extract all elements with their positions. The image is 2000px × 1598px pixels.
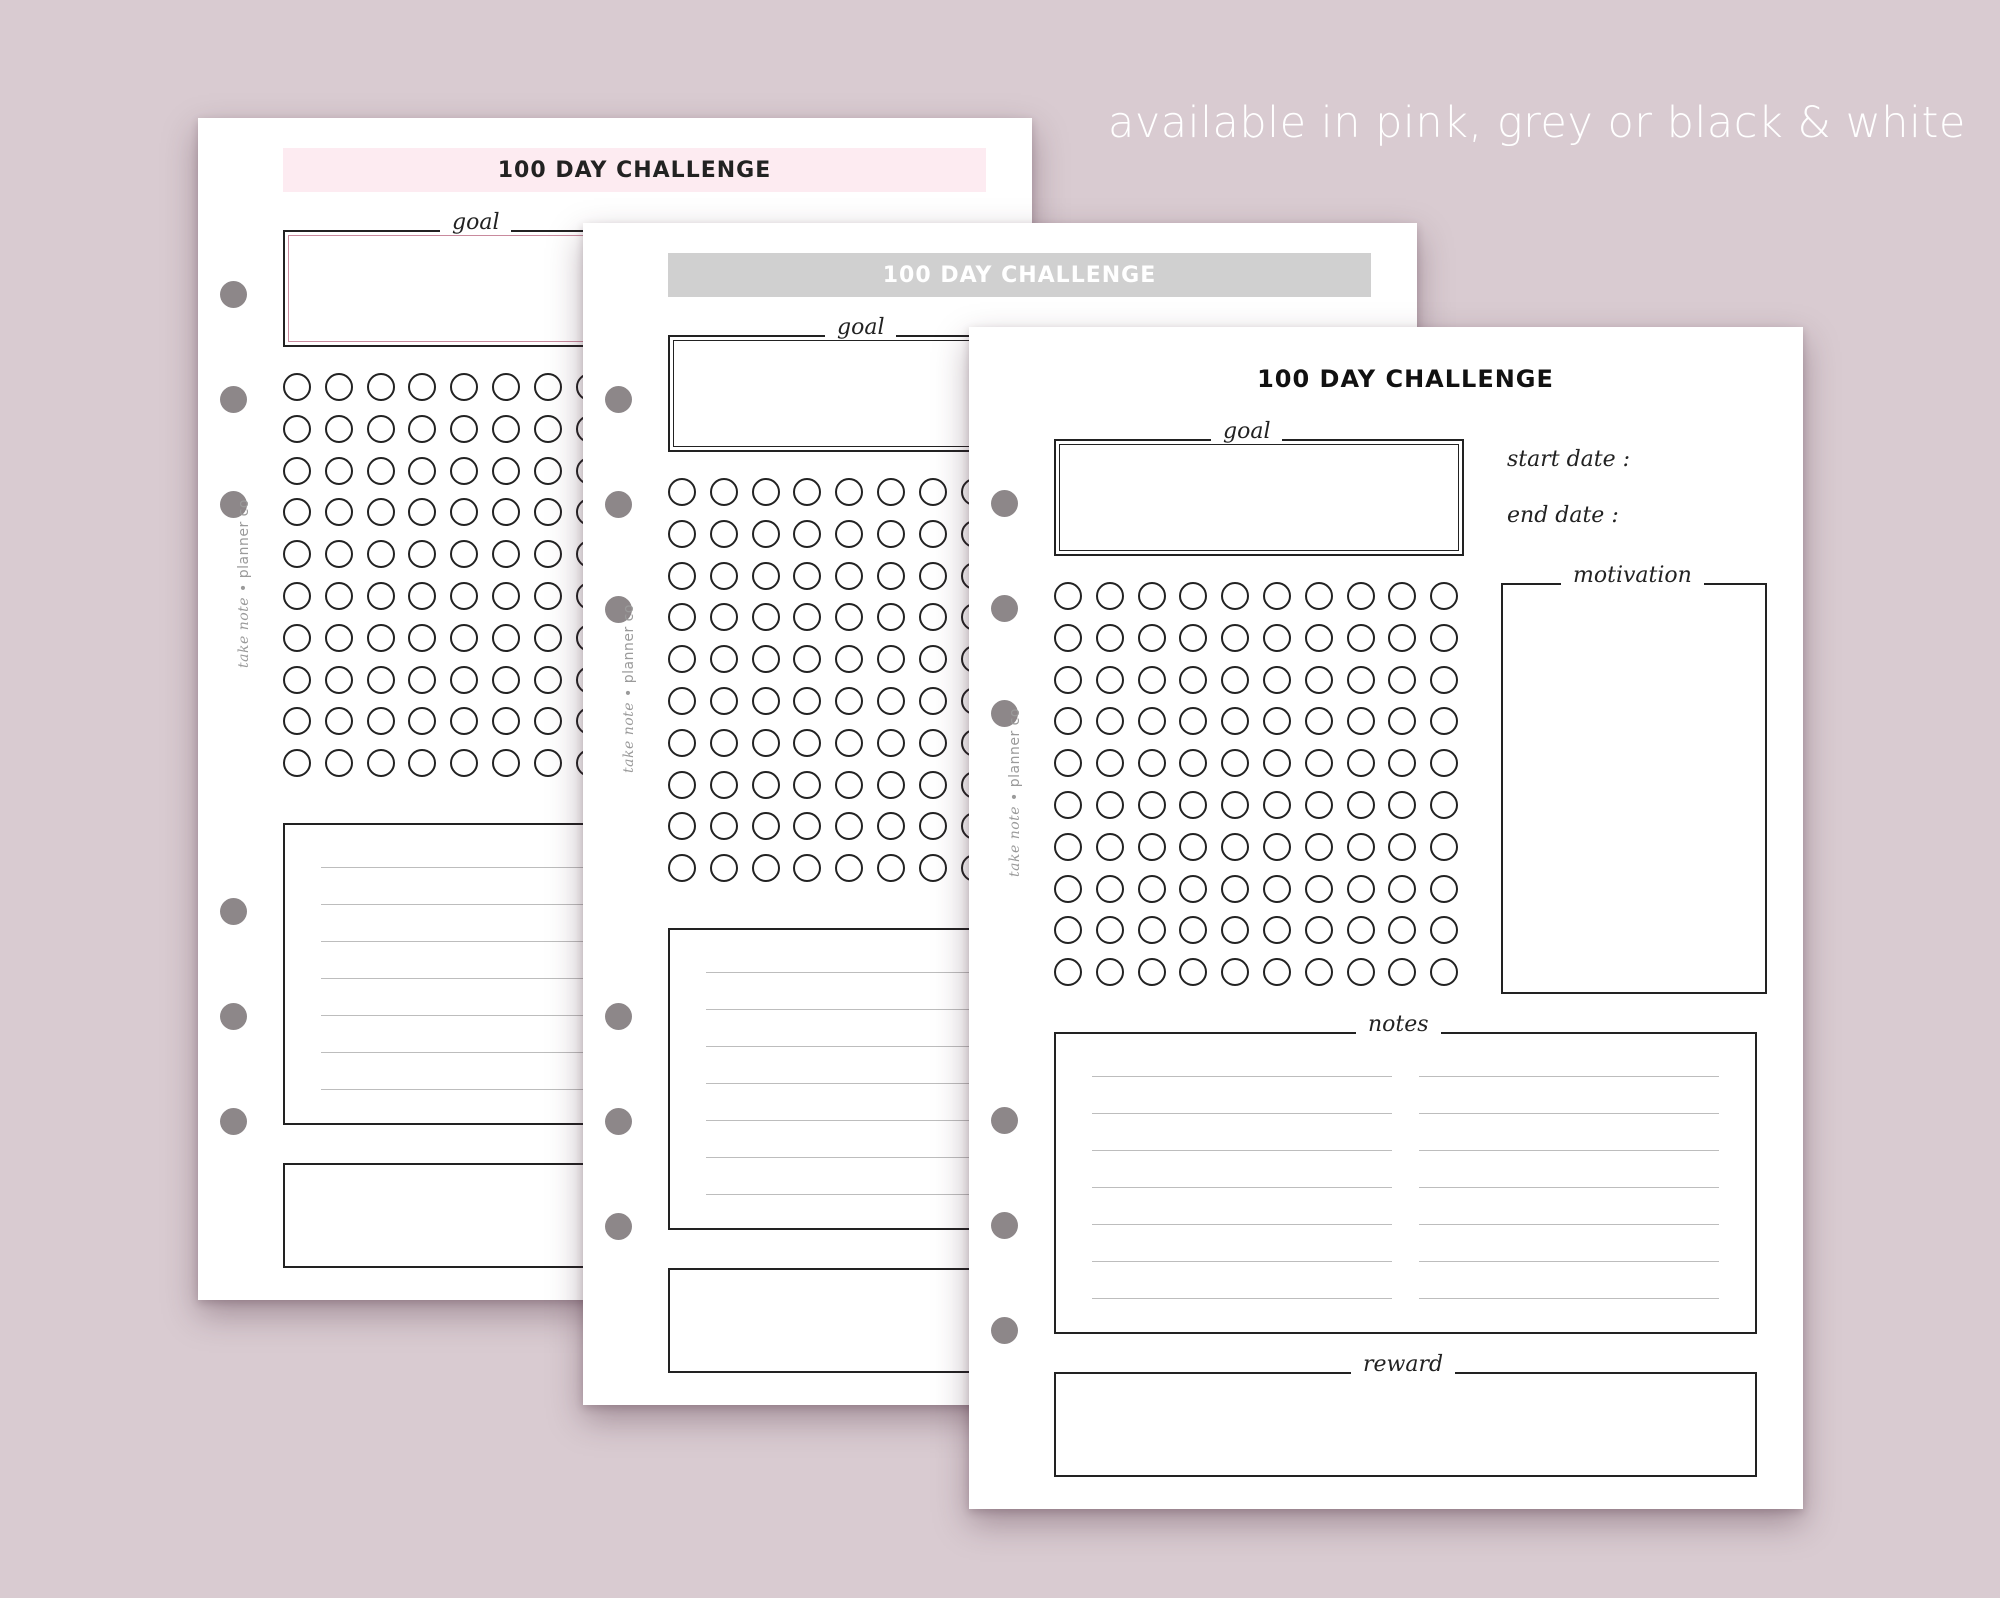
day-circle: [1054, 791, 1082, 819]
day-circle: [450, 498, 478, 526]
day-circle: [668, 854, 696, 882]
day-circle: [1054, 666, 1082, 694]
day-circle: [1096, 875, 1124, 903]
day-circle: [1096, 749, 1124, 777]
day-circle: [1096, 916, 1124, 944]
day-circle: [1054, 582, 1082, 610]
day-circle: [1179, 833, 1207, 861]
day-circle: [1430, 958, 1458, 986]
binder-hole: [605, 386, 632, 413]
day-circle: [450, 749, 478, 777]
day-circle: [877, 687, 905, 715]
binder-hole: [991, 1317, 1018, 1344]
day-circle: [492, 582, 520, 610]
day-circle: [367, 540, 395, 568]
day-circle: [325, 666, 353, 694]
day-circle: [710, 771, 738, 799]
day-circle: [283, 457, 311, 485]
reward-label: reward: [1351, 1352, 1455, 1377]
day-circle: [1305, 749, 1333, 777]
day-circle: [534, 540, 562, 568]
binder-hole: [220, 281, 247, 308]
day-circle: [919, 562, 947, 590]
day-circle: [283, 540, 311, 568]
day-circle: [1179, 875, 1207, 903]
day-circle: [534, 373, 562, 401]
day-circle: [919, 854, 947, 882]
brand-watermark: take note • planner co: [1007, 708, 1023, 877]
day-circle: [1430, 582, 1458, 610]
day-circle: [919, 478, 947, 506]
day-circle: [408, 666, 436, 694]
day-circle: [325, 749, 353, 777]
day-circle: [408, 415, 436, 443]
day-circle: [710, 603, 738, 631]
day-circle: [1138, 749, 1166, 777]
day-circle: [1179, 624, 1207, 652]
day-circle: [1096, 582, 1124, 610]
day-circle: [919, 812, 947, 840]
day-circle: [450, 624, 478, 652]
day-circle: [1388, 791, 1416, 819]
reward-box: [1054, 1352, 1757, 1477]
day-tracker-grid: [1054, 582, 1464, 997]
day-circle: [1263, 666, 1291, 694]
day-circle: [450, 582, 478, 610]
day-circle: [1305, 791, 1333, 819]
day-circle: [283, 373, 311, 401]
day-circle: [408, 707, 436, 735]
day-circle: [835, 478, 863, 506]
day-circle: [919, 645, 947, 673]
day-circle: [668, 603, 696, 631]
day-circle: [1221, 582, 1249, 610]
day-circle: [1263, 833, 1291, 861]
day-circle: [1221, 958, 1249, 986]
binder-hole: [220, 1003, 247, 1030]
day-circle: [1430, 833, 1458, 861]
day-circle: [835, 771, 863, 799]
binder-hole: [991, 1212, 1018, 1239]
day-circle: [835, 603, 863, 631]
day-circle: [1305, 707, 1333, 735]
day-circle: [1347, 791, 1375, 819]
day-circle: [877, 854, 905, 882]
day-circle: [367, 749, 395, 777]
day-circle: [408, 373, 436, 401]
page-title: 100 DAY CHALLENGE: [668, 253, 1371, 297]
brand-watermark: take note • planner co: [236, 499, 252, 668]
day-circle: [752, 687, 780, 715]
day-circle: [1096, 707, 1124, 735]
motivation-label: motivation: [1561, 563, 1704, 588]
day-circle: [1263, 916, 1291, 944]
day-circle: [325, 415, 353, 443]
day-circle: [1263, 958, 1291, 986]
day-circle: [408, 624, 436, 652]
day-circle: [1305, 833, 1333, 861]
day-circle: [1263, 875, 1291, 903]
day-circle: [534, 666, 562, 694]
notes-box: [1054, 1012, 1757, 1334]
day-circle: [1305, 582, 1333, 610]
day-circle: [492, 415, 520, 443]
brand-watermark: take note • planner co: [621, 604, 637, 773]
availability-tagline: available in pink, grey or black & white: [1108, 98, 1966, 148]
binder-hole: [991, 595, 1018, 622]
day-circle: [877, 729, 905, 757]
day-circle: [367, 457, 395, 485]
day-circle: [367, 498, 395, 526]
ruled-line: [1092, 1298, 1392, 1299]
ruled-line: [1092, 1224, 1392, 1225]
ruled-line: [1419, 1076, 1719, 1077]
day-circle: [1347, 624, 1375, 652]
binder-hole: [605, 1108, 632, 1135]
ruled-line: [1419, 1224, 1719, 1225]
day-circle: [1305, 958, 1333, 986]
day-circle: [1388, 666, 1416, 694]
page-title: 100 DAY CHALLENGE: [283, 148, 986, 192]
day-circle: [367, 707, 395, 735]
day-circle: [1388, 875, 1416, 903]
day-circle: [1179, 707, 1207, 735]
day-circle: [1054, 958, 1082, 986]
ruled-line: [1419, 1298, 1719, 1299]
binder-hole: [220, 1108, 247, 1135]
day-circle: [450, 415, 478, 443]
day-circle: [835, 645, 863, 673]
binder-hole: [605, 491, 632, 518]
day-circle: [492, 749, 520, 777]
ruled-line: [1092, 1261, 1392, 1262]
day-circle: [1138, 875, 1166, 903]
day-circle: [1138, 624, 1166, 652]
day-circle: [367, 624, 395, 652]
day-circle: [283, 498, 311, 526]
day-circle: [1179, 791, 1207, 819]
day-circle: [1138, 958, 1166, 986]
day-circle: [835, 854, 863, 882]
day-circle: [793, 812, 821, 840]
binder-hole: [220, 898, 247, 925]
day-circle: [1263, 749, 1291, 777]
day-circle: [793, 603, 821, 631]
day-circle: [408, 457, 436, 485]
day-circle: [534, 624, 562, 652]
day-circle: [492, 457, 520, 485]
day-circle: [793, 687, 821, 715]
day-circle: [450, 457, 478, 485]
day-circle: [1430, 749, 1458, 777]
goal-label: goal: [440, 210, 511, 235]
day-circle: [1430, 624, 1458, 652]
day-circle: [1179, 958, 1207, 986]
day-circle: [367, 415, 395, 443]
day-circle: [668, 729, 696, 757]
day-circle: [919, 520, 947, 548]
ruled-line: [1092, 1113, 1392, 1114]
ruled-line: [1092, 1150, 1392, 1151]
day-circle: [1221, 791, 1249, 819]
day-circle: [492, 666, 520, 694]
day-circle: [877, 771, 905, 799]
day-circle: [450, 666, 478, 694]
day-circle: [367, 666, 395, 694]
day-circle: [1347, 666, 1375, 694]
day-circle: [1138, 707, 1166, 735]
day-circle: [534, 498, 562, 526]
end-date-label: end date :: [1507, 503, 1619, 528]
day-circle: [1096, 958, 1124, 986]
day-circle: [534, 582, 562, 610]
day-circle: [1305, 624, 1333, 652]
day-circle: [1054, 624, 1082, 652]
day-circle: [1388, 582, 1416, 610]
day-circle: [325, 457, 353, 485]
day-circle: [710, 729, 738, 757]
day-circle: [793, 645, 821, 673]
day-circle: [1221, 875, 1249, 903]
day-circle: [1054, 707, 1082, 735]
day-circle: [710, 520, 738, 548]
binder-hole: [605, 1213, 632, 1240]
day-circle: [752, 729, 780, 757]
start-date-label: start date :: [1507, 447, 1631, 472]
day-circle: [1305, 916, 1333, 944]
day-circle: [1347, 707, 1375, 735]
goal-label: goal: [1211, 419, 1282, 444]
day-circle: [752, 603, 780, 631]
day-circle: [1263, 791, 1291, 819]
day-circle: [710, 687, 738, 715]
day-circle: [1388, 958, 1416, 986]
day-circle: [492, 373, 520, 401]
day-circle: [1430, 707, 1458, 735]
day-circle: [492, 707, 520, 735]
day-circle: [1221, 833, 1249, 861]
day-circle: [710, 562, 738, 590]
day-circle: [668, 771, 696, 799]
day-circle: [877, 520, 905, 548]
day-circle: [283, 415, 311, 443]
ruled-line: [1419, 1261, 1719, 1262]
day-circle: [1388, 624, 1416, 652]
binder-hole: [991, 1107, 1018, 1134]
ruled-line: [1419, 1113, 1719, 1114]
day-circle: [835, 562, 863, 590]
day-circle: [1096, 791, 1124, 819]
day-circle: [835, 729, 863, 757]
day-circle: [1430, 791, 1458, 819]
day-circle: [877, 603, 905, 631]
day-circle: [1054, 833, 1082, 861]
day-circle: [752, 645, 780, 673]
ruled-line: [1092, 1187, 1392, 1188]
day-circle: [325, 540, 353, 568]
day-circle: [668, 520, 696, 548]
binder-hole: [605, 1003, 632, 1030]
goal-box: [1054, 419, 1464, 556]
day-circle: [877, 562, 905, 590]
day-circle: [325, 498, 353, 526]
day-circle: [450, 373, 478, 401]
day-circle: [283, 707, 311, 735]
day-circle: [1179, 749, 1207, 777]
day-circle: [450, 707, 478, 735]
day-circle: [492, 624, 520, 652]
motivation-box: [1501, 563, 1767, 994]
day-circle: [919, 687, 947, 715]
day-circle: [408, 749, 436, 777]
page-title: 100 DAY CHALLENGE: [1257, 365, 1554, 393]
day-circle: [492, 498, 520, 526]
day-circle: [919, 603, 947, 631]
day-circle: [1096, 624, 1124, 652]
day-circle: [1263, 707, 1291, 735]
day-circle: [1221, 666, 1249, 694]
day-circle: [367, 582, 395, 610]
day-circle: [1054, 916, 1082, 944]
day-circle: [710, 645, 738, 673]
day-circle: [877, 478, 905, 506]
day-circle: [1430, 916, 1458, 944]
day-circle: [534, 707, 562, 735]
day-circle: [1096, 833, 1124, 861]
day-circle: [668, 687, 696, 715]
day-circle: [534, 457, 562, 485]
binder-hole: [991, 490, 1018, 517]
day-circle: [1179, 666, 1207, 694]
day-circle: [1388, 916, 1416, 944]
day-circle: [793, 771, 821, 799]
day-circle: [1305, 666, 1333, 694]
day-circle: [752, 562, 780, 590]
day-circle: [877, 645, 905, 673]
day-circle: [283, 582, 311, 610]
goal-label: goal: [825, 315, 896, 340]
day-circle: [752, 478, 780, 506]
day-circle: [408, 582, 436, 610]
day-circle: [668, 645, 696, 673]
day-circle: [534, 749, 562, 777]
day-circle: [1430, 666, 1458, 694]
day-circle: [1430, 875, 1458, 903]
day-circle: [835, 520, 863, 548]
day-circle: [1054, 749, 1082, 777]
day-circle: [1179, 916, 1207, 944]
day-circle: [752, 854, 780, 882]
day-circle: [1388, 749, 1416, 777]
day-circle: [283, 749, 311, 777]
day-circle: [668, 562, 696, 590]
day-circle: [1347, 916, 1375, 944]
binder-hole: [220, 386, 247, 413]
day-circle: [325, 707, 353, 735]
bw-planner-page: [969, 327, 1803, 1509]
day-circle: [919, 729, 947, 757]
day-circle: [793, 729, 821, 757]
day-circle: [793, 562, 821, 590]
ruled-line: [1419, 1187, 1719, 1188]
day-circle: [710, 854, 738, 882]
ruled-line: [1092, 1076, 1392, 1077]
day-circle: [1138, 582, 1166, 610]
day-circle: [752, 771, 780, 799]
day-circle: [283, 666, 311, 694]
day-circle: [1096, 666, 1124, 694]
day-circle: [919, 771, 947, 799]
day-circle: [1347, 958, 1375, 986]
ruled-line: [1419, 1150, 1719, 1151]
day-circle: [710, 478, 738, 506]
day-circle: [408, 498, 436, 526]
day-circle: [1388, 833, 1416, 861]
day-circle: [325, 373, 353, 401]
day-circle: [793, 520, 821, 548]
day-circle: [752, 812, 780, 840]
day-circle: [1388, 707, 1416, 735]
day-circle: [1347, 875, 1375, 903]
day-circle: [1221, 749, 1249, 777]
day-circle: [325, 582, 353, 610]
day-circle: [793, 478, 821, 506]
day-circle: [1138, 833, 1166, 861]
day-circle: [534, 415, 562, 443]
day-circle: [325, 624, 353, 652]
day-circle: [877, 812, 905, 840]
day-circle: [1347, 749, 1375, 777]
notes-label: notes: [1356, 1012, 1441, 1037]
day-circle: [1305, 875, 1333, 903]
day-circle: [793, 854, 821, 882]
day-circle: [1138, 916, 1166, 944]
day-circle: [283, 624, 311, 652]
day-circle: [367, 373, 395, 401]
day-circle: [1138, 666, 1166, 694]
day-circle: [408, 540, 436, 568]
day-circle: [835, 687, 863, 715]
day-circle: [1263, 624, 1291, 652]
day-circle: [492, 540, 520, 568]
day-circle: [668, 478, 696, 506]
day-circle: [1054, 875, 1082, 903]
day-circle: [1347, 833, 1375, 861]
day-circle: [1347, 582, 1375, 610]
day-circle: [1221, 916, 1249, 944]
day-circle: [1263, 582, 1291, 610]
day-circle: [835, 812, 863, 840]
day-circle: [1138, 791, 1166, 819]
day-circle: [752, 520, 780, 548]
day-circle: [1179, 582, 1207, 610]
day-circle: [710, 812, 738, 840]
day-circle: [668, 812, 696, 840]
day-circle: [450, 540, 478, 568]
day-circle: [1221, 624, 1249, 652]
day-circle: [1221, 707, 1249, 735]
